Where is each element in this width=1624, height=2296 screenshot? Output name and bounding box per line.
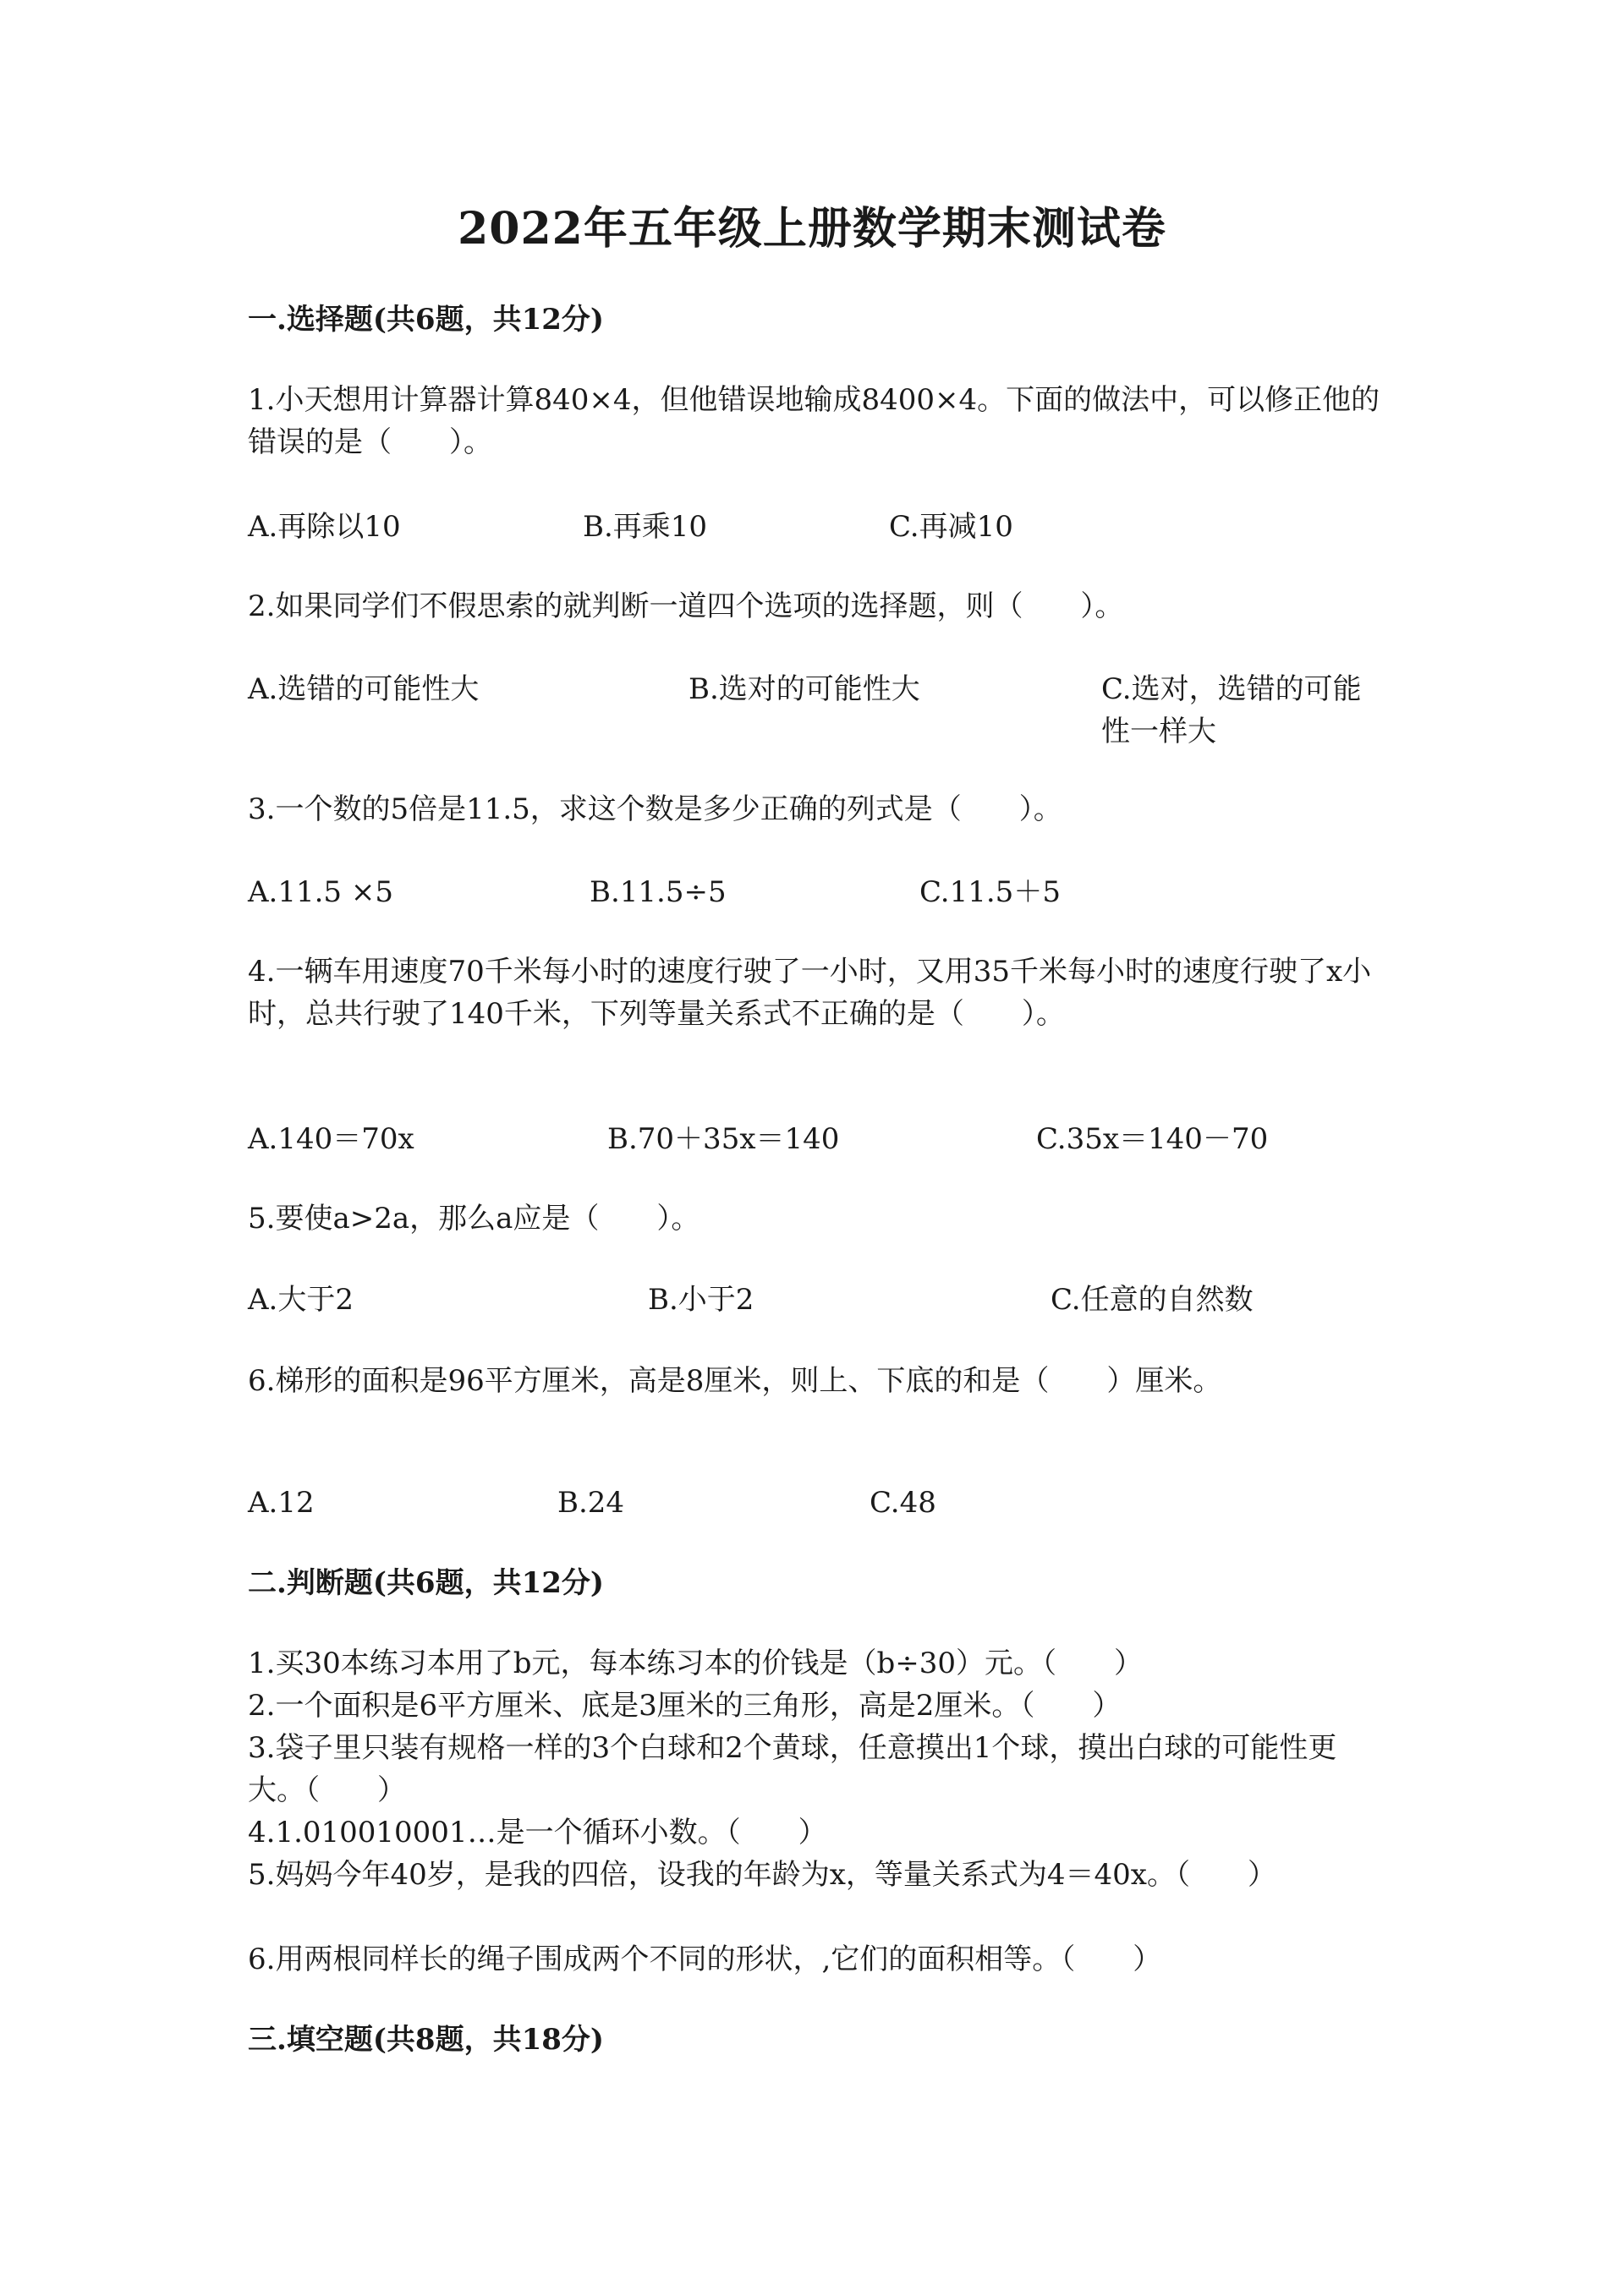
option-b: B.24 <box>557 1486 625 1520</box>
option-b: B.70＋35x＝140 <box>607 1122 840 1156</box>
option-c: C.任意的自然数 <box>1051 1283 1254 1317</box>
section-heading-choice: 一.选择题(共6题，共12分) <box>248 303 604 337</box>
page-title: 2022年五年级上册数学期末测试卷 <box>458 203 1166 255</box>
option-c: C.再减10 <box>889 510 1013 544</box>
option-a: A.大于2 <box>248 1283 354 1317</box>
option-c: C.选对，选错的可能性一样大 <box>1101 672 1362 748</box>
option-b: B.11.5÷5 <box>590 875 727 909</box>
question-text: 4.一辆车用速度70千米每小时的速度行驶了一小时，又用35千米每小时的速度行驶了x小时，总共行驶了140千米，下列等量关系式不正确的是（ ）。 <box>248 955 1372 1031</box>
judgment-item: 2.一个面积是6平方厘米、底是3厘米的三角形，高是2厘米。（ ） <box>248 1689 1122 1723</box>
judgment-item: 1.买30本练习本用了b元，每本练习本的价钱是（b÷30）元。（ ） <box>248 1647 1143 1680</box>
option-c: C.11.5＋5 <box>919 875 1061 909</box>
judgment-item: 5.妈妈今年40岁，是我的四倍，设我的年龄为x，等量关系式为4＝40x。（ ） <box>248 1858 1276 1892</box>
option-c: C.48 <box>870 1486 936 1520</box>
option-a: A.再除以10 <box>248 510 401 544</box>
option-b: B.小于2 <box>648 1283 754 1317</box>
option-c: C.35x＝140－70 <box>1036 1122 1269 1156</box>
option-a: A.140＝70x <box>248 1122 414 1156</box>
option-b: B.再乘10 <box>583 510 708 544</box>
question-text: 2.如果同学们不假思索的就判断一道四个选项的选择题，则（ ）。 <box>248 589 1124 623</box>
section-heading-fill-blank: 三.填空题(共8题，共18分) <box>248 2023 604 2057</box>
question-text: 6.梯形的面积是96平方厘米，高是8厘米，则上、下底的和是（ ）厘米。 <box>248 1364 1222 1398</box>
question-text: 1.小天想用计算器计算840×4，但他错误地输成8400×4。下面的做法中，可以修正他的错误的是（ ）。 <box>248 383 1380 459</box>
option-a: A.11.5 ×5 <box>248 875 393 909</box>
judgment-item: 4.1.010010001…是一个循环小数。（ ） <box>248 1816 827 1849</box>
question-text: 3.一个数的5倍是11.5，求这个数是多少正确的列式是（ ）。 <box>248 792 1062 826</box>
judgment-item: 6.用两根同样长的绳子围成两个不同的形状，,它们的面积相等。（ ） <box>248 1943 1162 1976</box>
option-a: A.选错的可能性大 <box>248 672 480 706</box>
section-heading-judgment: 二.判断题(共6题，共12分) <box>248 1566 604 1600</box>
judgment-item: 3.袋子里只装有规格一样的3个白球和2个黄球，任意摸出1个球，摸出白球的可能性更大。（ ） <box>248 1731 1337 1807</box>
option-b: B.选对的可能性大 <box>689 672 920 706</box>
option-a: A.12 <box>248 1486 315 1520</box>
question-text: 5.要使a>2a，那么a应是（ ）。 <box>248 1202 700 1236</box>
